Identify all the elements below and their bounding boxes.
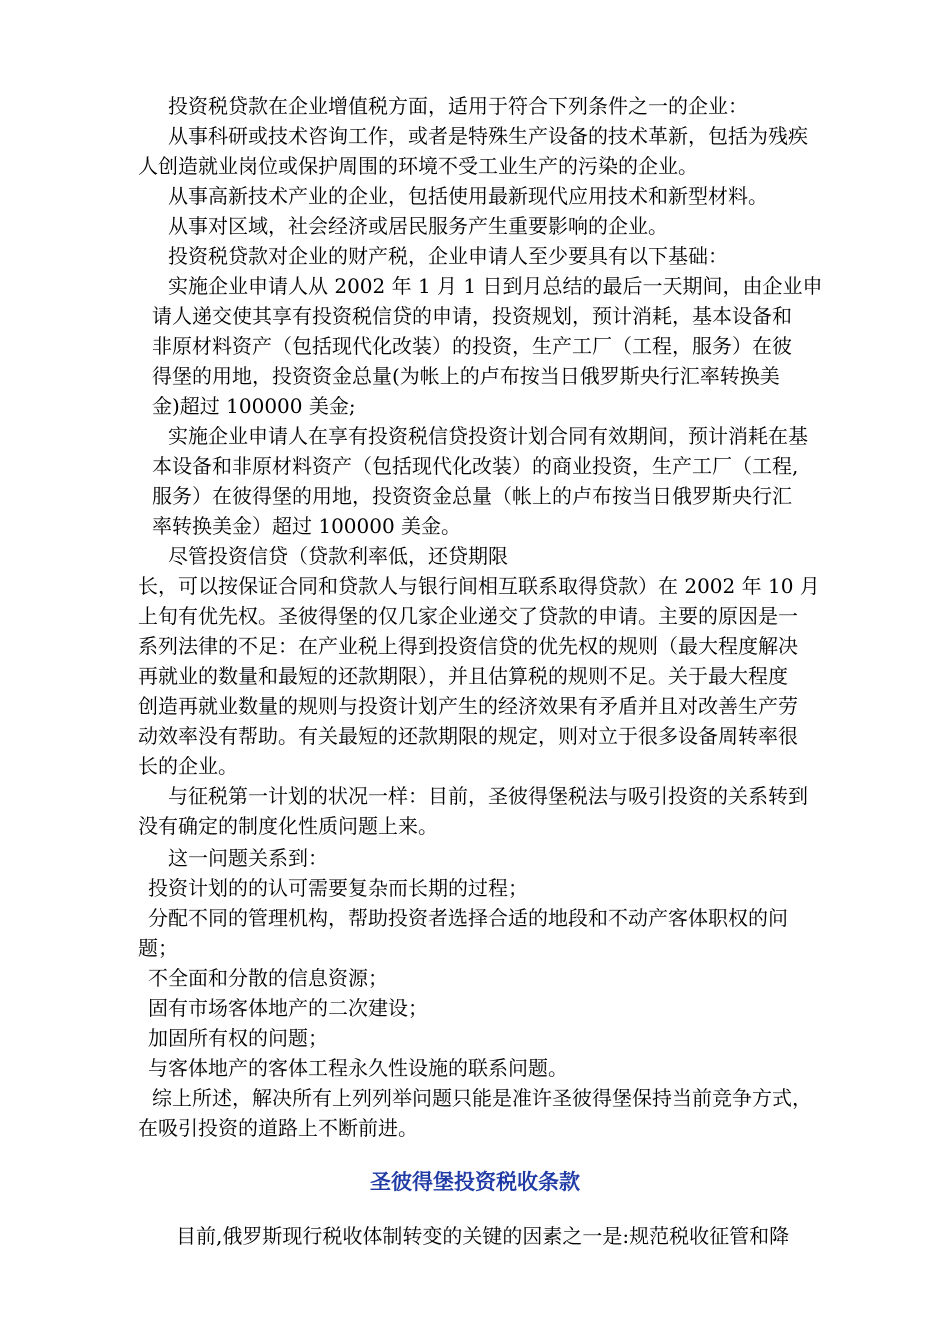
text-line: 系列法律的不足：在产业税上得到投资信贷的优先权的规则（最大程度解决 xyxy=(138,634,798,658)
text-line: 再就业的数量和最短的还款期限），并且估算税的规则不足。关于最大程度 xyxy=(138,664,788,688)
text-line: 人创造就业岗位或保护周围的环境不受工业生产的污染的企业。 xyxy=(138,154,698,178)
text-line: 实施企业申请人从 2002 年 1 月 1 日到月总结的最后一天期间，由企业申 xyxy=(168,274,823,298)
text-line: 服务）在彼得堡的用地，投资资金总量（帐上的卢布按当日俄罗斯央行汇 xyxy=(152,484,792,508)
text-line: 非原材料资产（包括现代化改装）的投资，生产工厂（工程，服务）在彼 xyxy=(152,334,792,358)
text-line: 加固所有权的问题； xyxy=(148,1026,328,1050)
section-heading: 圣彼得堡投资税收条款 xyxy=(370,1170,580,1194)
text-line: 从事高新技术产业的企业，包括使用最新现代应用技术和新型材料。 xyxy=(168,184,768,208)
text-line: 实施企业申请人在享有投资税信贷投资计划合同有效期间，预计消耗在基 xyxy=(168,424,808,448)
text-line: 分配不同的管理机构，帮助投资者选择合适的地段和不动产客体职权的问 xyxy=(148,906,788,930)
text-line: 与客体地产的客体工程永久性设施的联系问题。 xyxy=(148,1056,568,1080)
text-line: 这一问题关系到： xyxy=(168,846,328,870)
text-line: 金)超过 100000 美金; xyxy=(152,394,356,418)
text-line: 上旬有优先权。圣彼得堡的仅几家企业递交了贷款的申请。主要的原因是一 xyxy=(138,604,798,628)
text-line: 从事科研或技术咨询工作，或者是特殊生产设备的技术革新，包括为残疾 xyxy=(168,124,808,148)
text-line: 请人递交使其享有投资税信贷的申请，投资规划，预计消耗，基本设备和 xyxy=(152,304,792,328)
text-line: 本设备和非原材料资产（包括现代化改装）的商业投资，生产工厂（工程, xyxy=(152,454,799,478)
text-line: 动效率没有帮助。有关最短的还款期限的规定，则对立于很多设备周转率很 xyxy=(138,724,798,748)
text-line: 固有市场客体地产的二次建设； xyxy=(148,996,428,1020)
text-line: 题； xyxy=(138,936,178,960)
text-line: 在吸引投资的道路上不断前进。 xyxy=(138,1116,418,1140)
text-line: 长，可以按保证合同和贷款人与银行间相互联系取得贷款）在 2002 年 10 月 xyxy=(138,574,820,598)
text-line: 综上所述，解决所有上列列举问题只能是准许圣彼得堡保持当前竞争方式， xyxy=(152,1086,812,1110)
text-line: 得堡的用地，投资资金总量(为帐上的卢布按当日俄罗斯央行汇率转换美 xyxy=(152,364,780,388)
text-line: 尽管投资信贷（贷款利率低，还贷期限 xyxy=(168,544,508,568)
text-line: 从事对区域，社会经济或居民服务产生重要影响的企业。 xyxy=(168,214,668,238)
text-line: 长的企业。 xyxy=(138,754,238,778)
text-line: 不全面和分散的信息资源； xyxy=(148,966,388,990)
text-line: 率转换美金）超过 100000 美金。 xyxy=(152,514,462,538)
text-line: 创造再就业数量的规则与投资计划产生的经济效果有矛盾并且对改善生产劳 xyxy=(138,694,798,718)
text-line: 与征税第一计划的状况一样：目前，圣彼得堡税法与吸引投资的关系转到 xyxy=(168,784,808,808)
text-line: 投资税贷款对企业的财产税，企业申请人至少要具有以下基础： xyxy=(168,244,728,268)
text-line: 投资计划的的认可需要复杂而长期的过程； xyxy=(148,876,528,900)
text-line: 目前,俄罗斯现行税收体制转变的关键的因素之一是:规范税收征管和降 xyxy=(176,1224,790,1248)
text-line: 没有确定的制度化性质问题上来。 xyxy=(138,814,438,838)
text-line: 投资税贷款在企业增值税方面，适用于符合下列条件之一的企业： xyxy=(168,94,748,118)
